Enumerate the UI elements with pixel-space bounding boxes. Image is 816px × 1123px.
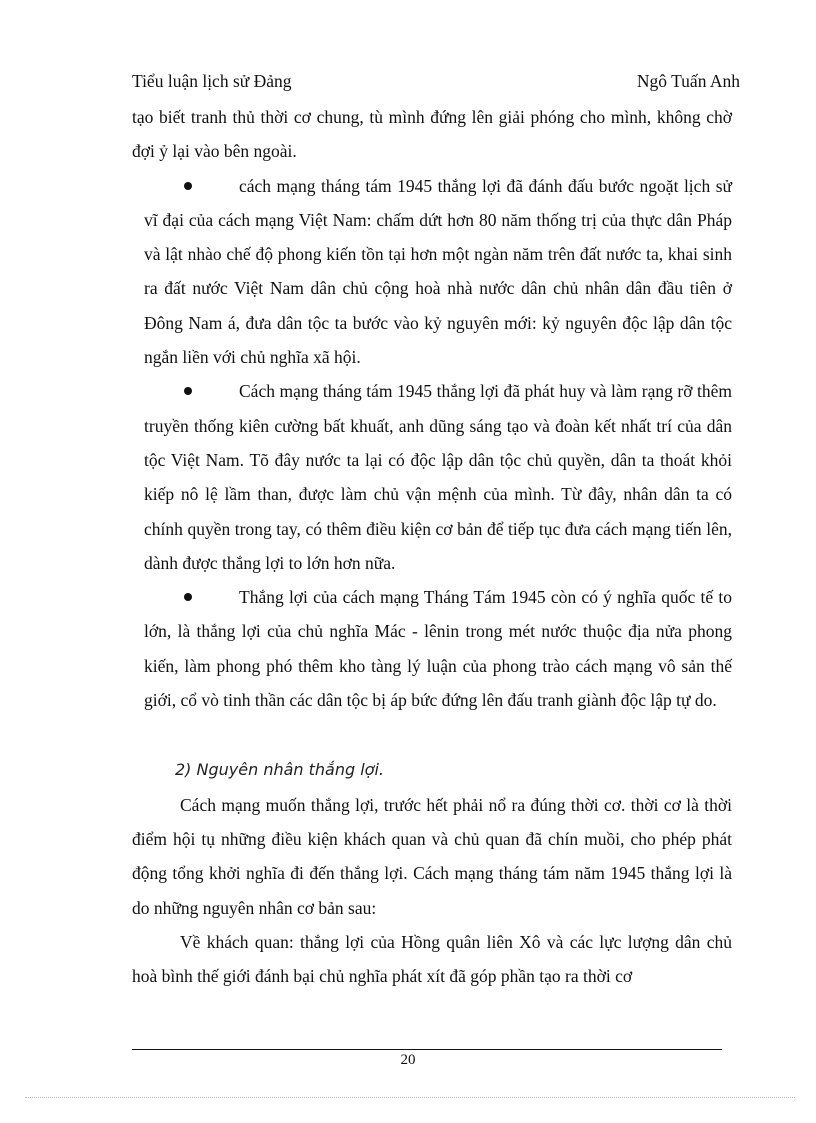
bullet-paragraph-1 — [132, 169, 732, 375]
bullet-icon — [184, 182, 192, 190]
section-heading: 2) Nguyên nhân thắng lợi. — [175, 760, 384, 780]
paragraph-objective-factors: Về khách quan: thắng lợi của Hồng quân liên Xô và các lực lượng dân chủ hoà bình thế giới đánh bại chủ nghĩa phát xít đã góp phần tạo ra thời cơ — [132, 931, 732, 987]
bullet-icon — [184, 593, 192, 601]
body-text — [132, 100, 732, 993]
bullet-icon — [184, 387, 192, 395]
bullet-paragraph-3-text: Thắng lợi của cách mạng Tháng Tám 1945 còn có ý nghĩa quốc tế to lớn, là thắng lợi của chủ nghĩa Mác - lênin trong mét nước thuộc địa nửa phong kiến, làm phong phó thêm kho tàng lý luận của phong trào cách mạng vô sản thế giới, cổ vò tinh thần các dân tộc bị áp bức đứng lên đấu tranh giành độc lập tự do. — [144, 587, 732, 711]
footer-divider — [132, 1049, 722, 1050]
header-document-title: Tiểu luận lịch sử Đảng — [132, 71, 292, 91]
paragraph-causes: Cách mạng muốn thắng lợi, trước hết phải nổ ra đúng thời cơ. thời cơ là thời điểm hội tụ những điều kiện khách quan và chủ quan đã chín muồi, cho phép phát động tổng khởi nghĩa đi đến thắng lợi. Cách mạng tháng tám năm 1945 thắng lợi là do những nguyên nhân cơ bản sau: — [132, 794, 732, 918]
header-author-name: Ngô Tuấn Anh — [636, 71, 740, 91]
paragraph-continued: tạo biết tranh thủ thời cơ chung, tù mình đứng lên giải phóng cho mình, không chờ đợi ỷ lại vào bên ngoài. — [132, 107, 732, 162]
bullet-paragraph-2-text: Cách mạng tháng tám 1945 thắng lợi đã phát huy và làm rạng rỡ thêm truyền thống kiên cường bất khuất, anh dũng sáng tạo và đoàn kết nhất trí của dân tộc Việt Nam. Tõ đây nước ta lại có độc lập dân tộc chủ quyền, dân ta thoát khỏi kiếp nô lệ lầm than, được làm chủ vận mệnh của mình. Từ đây, nhân dân ta có chính quyền trong tay, có thêm điều kiện cơ bản để tiếp tục đưa cách mạng tiến lên, dành được thắng lợi to lớn hơn nữa. — [144, 381, 732, 573]
bullet-paragraph-2 — [132, 374, 732, 580]
page-number: 20 — [400, 1052, 416, 1068]
bullet-paragraph-3 — [132, 580, 732, 717]
page-bottom-border — [25, 1097, 795, 1098]
bullet-paragraph-1-text: cách mạng tháng tám 1945 thắng lợi đã đánh đấu bước ngoặt lịch sử vĩ đại của cách mạng Việt Nam: chấm dứt hơn 80 năm thống trị của thực dân Pháp và lật nhào chế độ phong kiến tồn tại hơn một ngàn năm trên đất nước ta, khai sinh ra đất nước Việt Nam dân chủ cộng hoà nhà nước dân chủ nhân dân đầu tiên ở Đông Nam á, đưa dân tộc ta bước vào kỷ nguyên mới: kỷ nguyên độc lập dân tộc ngắn liền với chủ nghĩa xã hội. — [144, 175, 732, 368]
